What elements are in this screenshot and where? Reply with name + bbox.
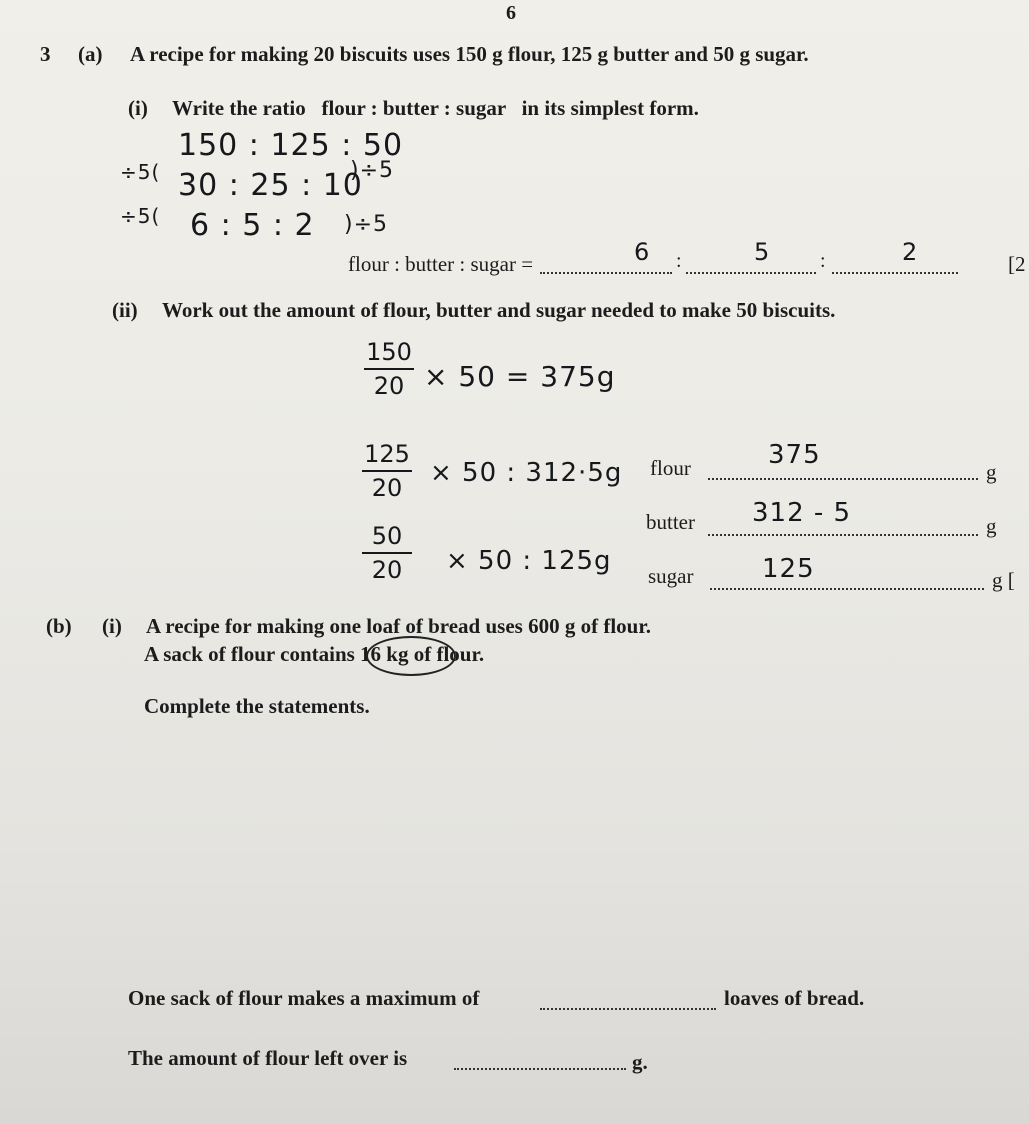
- ratio-answer-sugar: 2: [902, 238, 919, 266]
- ratio-colon: :: [676, 250, 682, 272]
- statement-1-answer-blank[interactable]: [540, 1004, 716, 1010]
- part-b-stem-1: A recipe for making one loaf of bread uses 600 g of flour.: [146, 614, 651, 638]
- part-b-instruction: Complete the statements.: [144, 694, 370, 718]
- unit-g-marks: g [: [992, 568, 1015, 592]
- ratio-answer-line: [540, 238, 980, 280]
- answer-label-butter: butter: [646, 510, 695, 534]
- part-a-stem: A recipe for making 20 biscuits uses 150 g flour, 125 g butter and 50 g sugar.: [130, 42, 809, 66]
- ratio-colon: :: [820, 250, 826, 272]
- working-butter-calc: × 50 : 312·5g: [430, 458, 623, 488]
- statement-2-suffix: g.: [632, 1050, 648, 1074]
- working-line-1: 150 : 125 : 50: [178, 128, 404, 163]
- ratio-answer-label: flour : butter : sugar =: [348, 252, 534, 276]
- unit-g: g: [986, 514, 997, 538]
- answer-flour: 375: [768, 440, 821, 470]
- handwritten-circle: [366, 636, 456, 676]
- working-fraction-butter: 125 20: [362, 440, 412, 502]
- answer-label-sugar: sugar: [648, 564, 694, 588]
- working-line-2: 30 : 25 : 10: [178, 168, 363, 203]
- working-note-divide: )÷5: [344, 212, 389, 237]
- answer-label-flour: flour: [650, 456, 691, 480]
- part-a-label: (a): [78, 42, 103, 66]
- page-number: 6: [506, 2, 516, 24]
- unit-g: g: [986, 460, 997, 484]
- working-fraction-sugar: 50 20: [362, 522, 412, 584]
- answer-butter: 312 - 5: [752, 498, 852, 528]
- working-flour-calc: × 50 = 375g: [424, 360, 616, 393]
- part-a-i-label: (i): [128, 96, 148, 120]
- working-fraction-flour: 150 20: [364, 338, 414, 400]
- ratio-answer-butter: 5: [754, 238, 771, 266]
- statement-2-answer-blank[interactable]: [454, 1064, 626, 1070]
- working-line-3: 6 : 5 : 2: [190, 208, 315, 243]
- ratio-answer-flour: 6: [634, 238, 651, 266]
- statement-1-suffix: loaves of bread.: [724, 986, 865, 1010]
- part-a-ii-label: (ii): [112, 298, 138, 322]
- working-sugar-calc: × 50 : 125g: [446, 546, 612, 576]
- question-number: 3: [40, 42, 51, 66]
- statement-2-text: The amount of flour left over is: [128, 1046, 408, 1070]
- marks-indicator: [2: [1008, 252, 1026, 276]
- part-b-label: (b): [46, 614, 72, 638]
- statement-1-text: One sack of flour makes a maximum of: [128, 986, 480, 1010]
- part-a-i-prompt: Write the ratio flour : butter : sugar in its simplest form.: [172, 96, 699, 120]
- part-b-i-label: (i): [102, 614, 122, 638]
- part-b-stem-2: A sack of flour contains 16 kg of flour.: [144, 642, 485, 666]
- answer-sugar: 125: [762, 554, 815, 584]
- working-note-divide: )÷5: [350, 158, 395, 183]
- working-note-divide: ÷5(: [120, 160, 161, 184]
- part-a-ii-prompt: Work out the amount of flour, butter and sugar needed to make 50 biscuits.: [162, 298, 836, 322]
- working-note-divide: ÷5(: [120, 204, 161, 228]
